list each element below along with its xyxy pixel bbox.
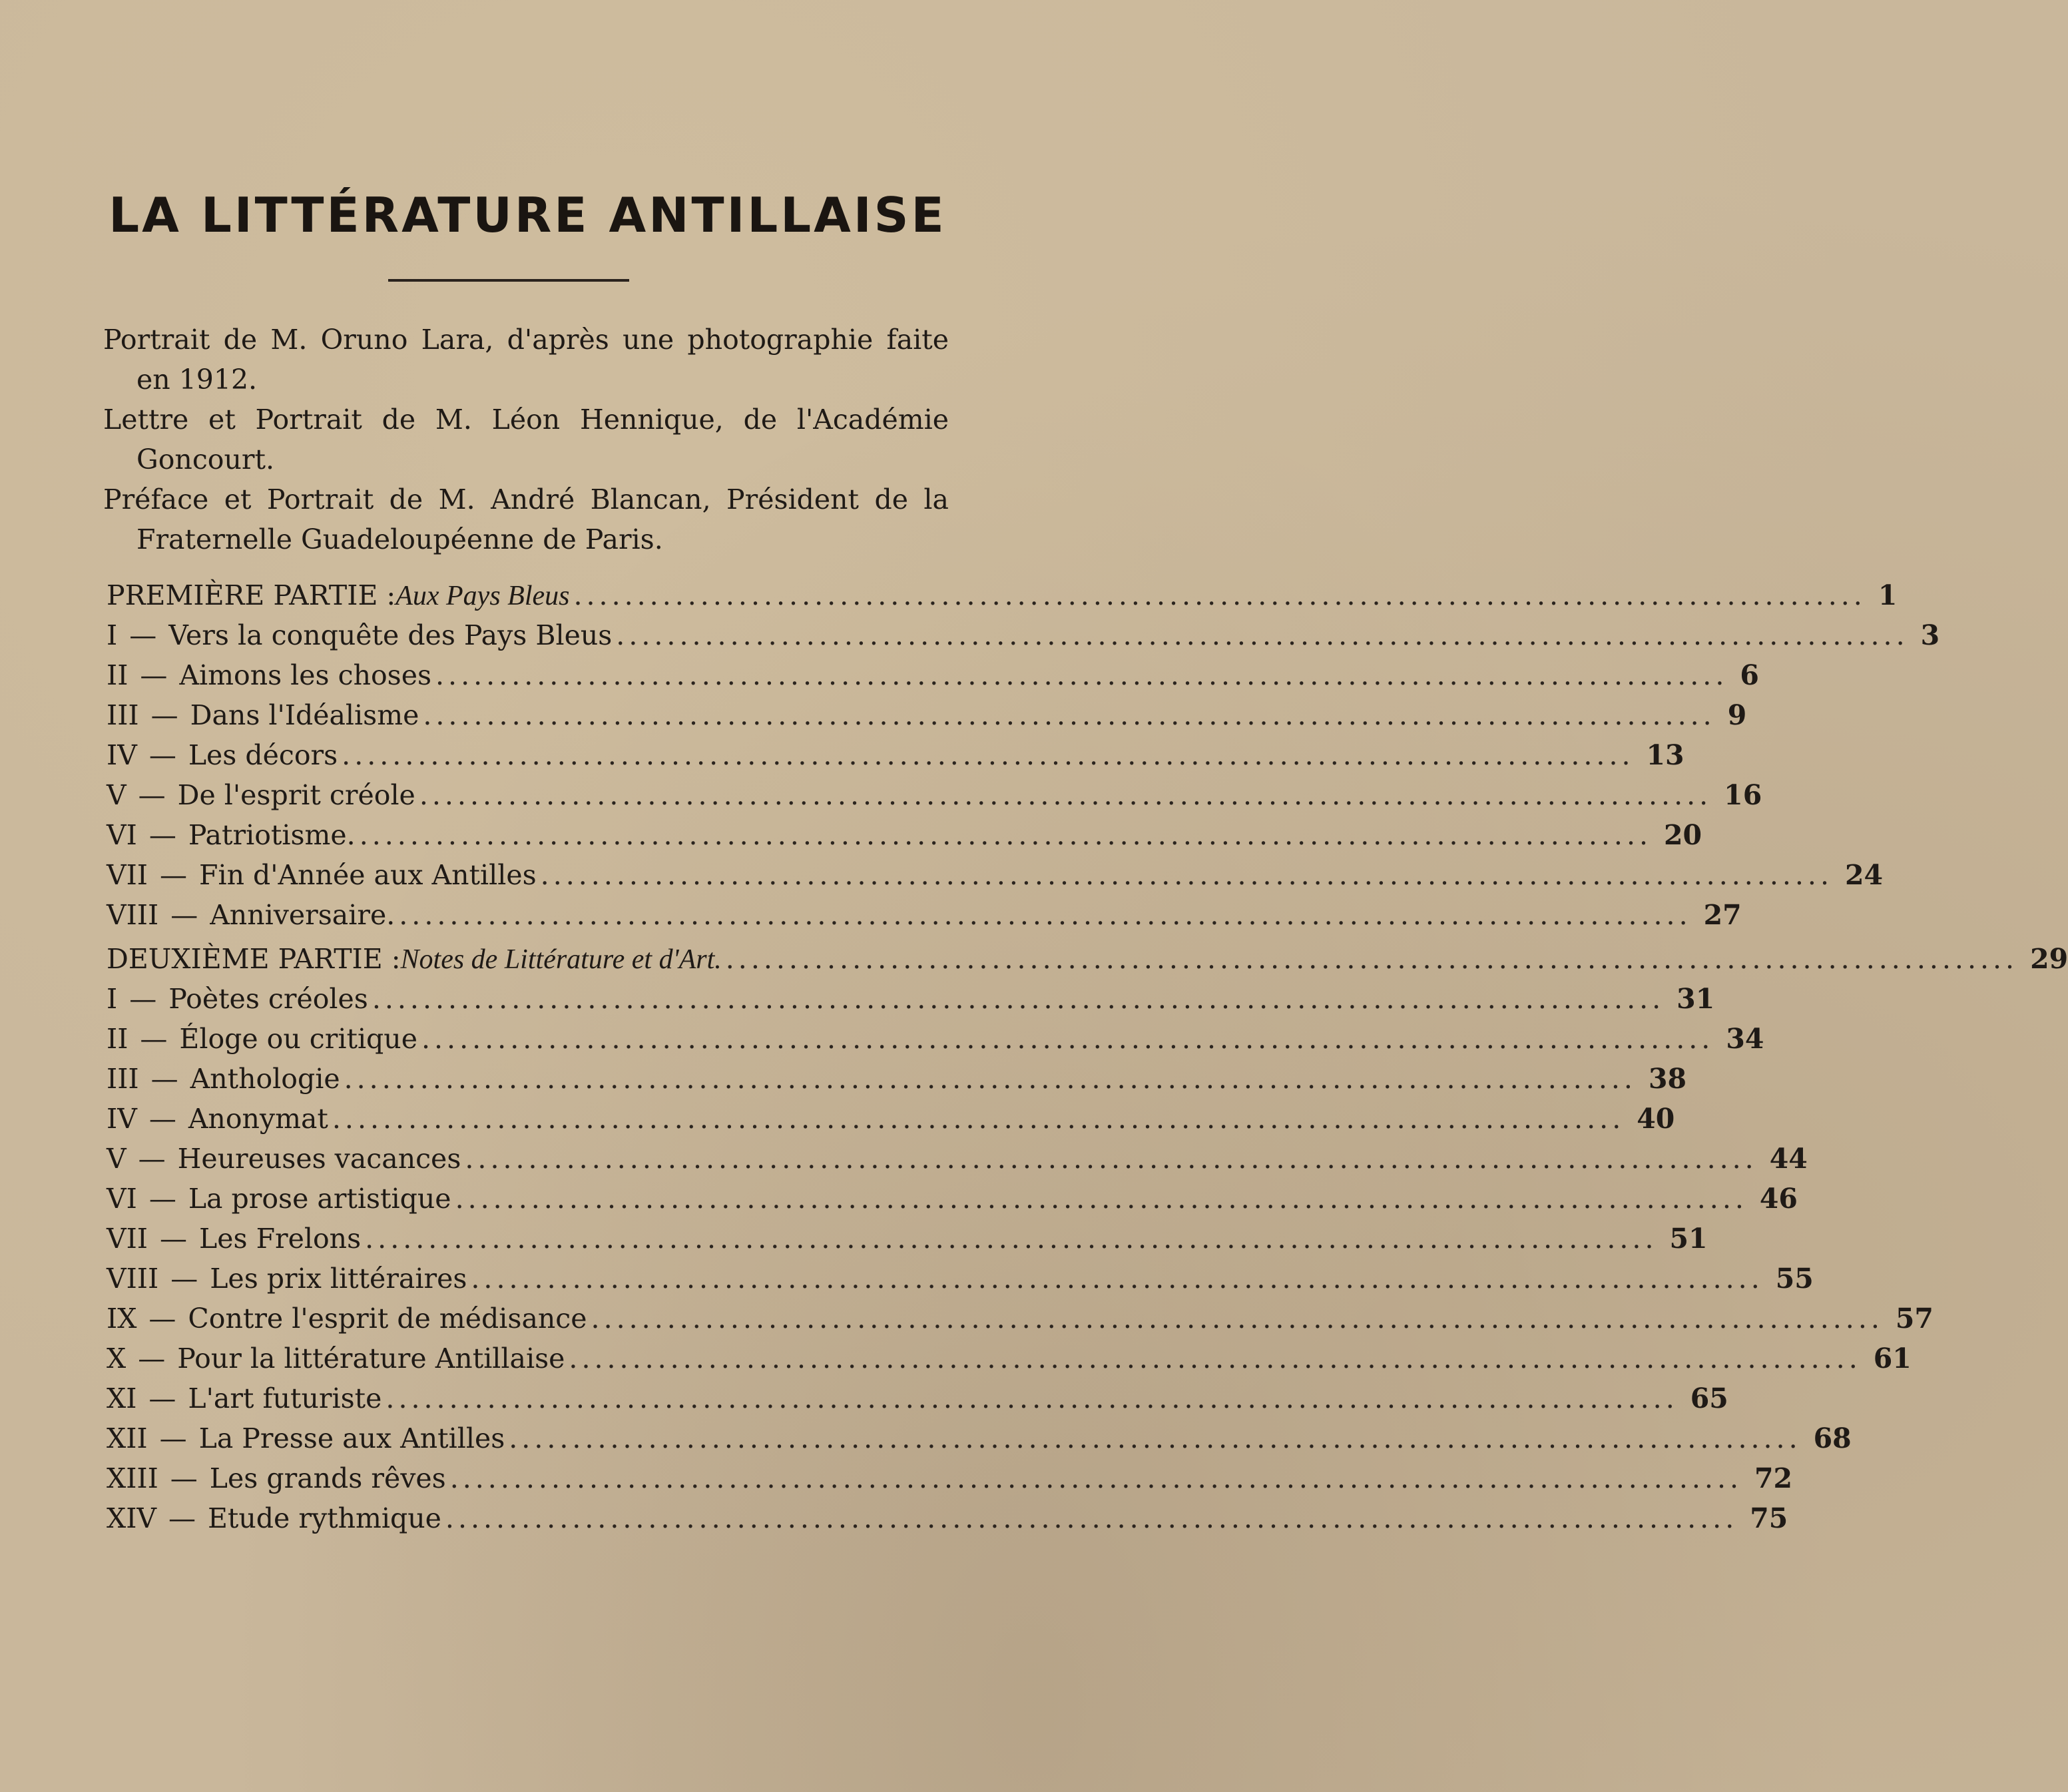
leader-dots: ...................................................................................................... [573, 579, 1866, 611]
page-number: 29 [2030, 943, 2068, 975]
chapter-number: III [107, 1063, 139, 1095]
page-number: 16 [1724, 779, 1762, 811]
chapter-row [107, 735, 1684, 775]
chapter-title: Anthologie [190, 1063, 340, 1095]
chapter-row [107, 1059, 1686, 1099]
chapter-dash: — [138, 1343, 166, 1374]
chapter-row [107, 1339, 1912, 1378]
chapter-dash: — [148, 1382, 176, 1414]
chapter-row [107, 1299, 1934, 1339]
chapter-number: XII [107, 1422, 148, 1454]
chapter-title: Patriotisme. [188, 819, 356, 851]
intro-item-lettre-hennique: Lettre et Portrait de M. Léon Hennique, de l'Académie Goncourt. [103, 404, 949, 475]
chapter-row [107, 1179, 1798, 1219]
chapter-number: VIII [107, 1263, 159, 1295]
part-heading-1 [107, 575, 1898, 615]
chapter-number: I [107, 619, 118, 651]
leader-dots: ...................................................................................................... [344, 1063, 1637, 1095]
chapter-title: La prose artistique [188, 1183, 451, 1215]
chapter-row [107, 1458, 1793, 1498]
chapter-dash: — [138, 1143, 166, 1175]
chapter-row [107, 1099, 1675, 1139]
chapter-row [107, 655, 1759, 695]
page-number: 65 [1690, 1382, 1728, 1414]
chapter-dash: — [170, 1462, 198, 1494]
leader-dots: ...................................................................................................... [591, 1303, 1884, 1335]
part1-chapter-list [107, 615, 1940, 935]
chapter-number: VI [107, 1183, 137, 1215]
page-number: 38 [1648, 1063, 1686, 1095]
chapter-row [107, 979, 1715, 1019]
chapter-dash: — [138, 779, 166, 811]
chapter-dash: — [129, 619, 157, 651]
leader-dots: ...................................................................................................... [465, 1143, 1758, 1175]
chapter-title: Les prix littéraires [210, 1263, 467, 1295]
chapter-title: Aimons les choses [179, 659, 432, 691]
chapter-title: Les décors [188, 739, 338, 771]
page-number: 1 [1878, 579, 1898, 611]
chapter-row [107, 695, 1747, 735]
chapter-dash: — [150, 699, 178, 731]
page-number: 27 [1703, 899, 1742, 931]
chapter-title: Heureuses vacances [177, 1143, 461, 1175]
chapter-title: Les grands rêves [209, 1462, 446, 1494]
chapter-title: Vers la conquête des Pays Bleus [168, 619, 613, 651]
chapter-number: IX [107, 1303, 137, 1335]
page-number: 68 [1813, 1422, 1852, 1454]
page-number: 55 [1775, 1263, 1814, 1295]
intro-block [103, 320, 949, 559]
page-number: 44 [1769, 1143, 1808, 1175]
chapter-dash: — [140, 659, 168, 691]
page-number: 40 [1637, 1103, 1675, 1135]
chapter-title: Pour la littérature Antillaise [177, 1343, 565, 1374]
page-number: 9 [1727, 699, 1747, 731]
chapter-number: VI [107, 819, 137, 851]
chapter-dash: — [129, 983, 157, 1015]
chapter-number: II [107, 1023, 129, 1055]
chapter-number: IV [107, 739, 137, 771]
chapter-title: Anonymat [188, 1103, 328, 1135]
chapter-dash: — [170, 899, 198, 931]
chapter-dash: — [148, 739, 176, 771]
chapter-number: II [107, 659, 129, 691]
leader-dots: ...................................................................................................... [616, 619, 1909, 651]
chapter-row [107, 1498, 1788, 1538]
chapter-row [107, 1139, 1808, 1179]
part-heading-2 [107, 939, 2068, 979]
chapter-number: XI [107, 1382, 137, 1414]
page-number: 13 [1646, 739, 1684, 771]
chapter-number: III [107, 699, 139, 731]
chapter-dash: — [150, 1063, 178, 1095]
chapter-number: V [107, 779, 127, 811]
page-title: LA LITTÉRATURE ANTILLAISE [109, 187, 947, 243]
leader-dots: ...................................................................................................... [423, 699, 1716, 731]
chapter-dash: — [148, 1183, 176, 1215]
chapter-row [107, 895, 1742, 935]
leader-dots: ...................................................................................................... [386, 1382, 1679, 1414]
chapter-number: X [107, 1343, 127, 1374]
chapter-number: XIV [107, 1502, 156, 1534]
chapter-row [107, 615, 1940, 655]
leader-dots: ...................................................................................................... [399, 899, 1692, 931]
chapter-number: IV [107, 1103, 137, 1135]
page-number: 51 [1669, 1223, 1708, 1255]
chapter-dash: — [159, 1422, 187, 1454]
leader-dots: ...................................................................................................... [419, 779, 1712, 811]
page-number: 75 [1750, 1502, 1788, 1534]
page-number: 46 [1759, 1183, 1798, 1215]
chapter-row [107, 1219, 1708, 1259]
page-number: 3 [1920, 619, 1940, 651]
chapter-number: XIII [107, 1462, 158, 1494]
chapter-title: Contre l'esprit de médisance [188, 1303, 587, 1335]
chapter-title: Fin d'Année aux Antilles [199, 859, 537, 891]
page-number: 20 [1664, 819, 1702, 851]
chapter-title: La Presse aux Antilles [198, 1422, 505, 1454]
part-subtitle: Notes de Littérature et d'Art. [400, 944, 722, 975]
leader-dots: ...................................................................................................... [569, 1343, 1862, 1374]
chapter-title: Dans l'Idéalisme [190, 699, 419, 731]
leader-dots: ...................................................................................................... [509, 1422, 1802, 1454]
chapter-row [107, 815, 1702, 855]
leader-dots: ...................................................................................................... [455, 1183, 1748, 1215]
chapter-title: De l'esprit créole [177, 779, 415, 811]
chapter-dash: — [140, 1023, 168, 1055]
chapter-dash: — [160, 1223, 188, 1255]
leader-dots: ...................................................................................................... [435, 659, 1728, 691]
page-number: 57 [1895, 1303, 1934, 1335]
page-number: 24 [1845, 859, 1884, 891]
part-subtitle: Aux Pays Bleus [395, 581, 570, 611]
page-number: 34 [1726, 1023, 1764, 1055]
leader-dots: ...................................................................................................... [359, 819, 1653, 851]
chapter-number: V [107, 1143, 127, 1175]
leader-dots: ...................................................................................................... [342, 739, 1635, 771]
part2-chapter-list [107, 979, 1934, 1538]
chapter-dash: — [168, 1502, 196, 1534]
chapter-title: Anniversaire. [210, 899, 395, 931]
chapter-row [107, 1019, 1764, 1059]
page-number: 72 [1754, 1462, 1793, 1494]
chapter-row [107, 855, 1884, 895]
leader-dots: ...................................................................................................... [421, 1023, 1714, 1055]
chapter-title: Les Frelons [199, 1223, 362, 1255]
chapter-title: Éloge ou critique [179, 1023, 417, 1055]
chapter-row [107, 775, 1762, 815]
chapter-title: L'art futuriste [188, 1382, 382, 1414]
chapter-dash: — [170, 1263, 198, 1295]
page-number: 31 [1677, 983, 1715, 1015]
page-number: 6 [1740, 659, 1759, 691]
chapter-title: Poètes créoles [168, 983, 368, 1015]
intro-item-preface-blancan: Préface et Portrait de M. André Blancan, Président de la Fraternelle Guadeloupéenne de Paris. [103, 483, 949, 555]
part-label: DEUXIÈME PARTIE : [107, 943, 401, 975]
chapter-title: Etude rythmique [208, 1502, 441, 1534]
page-number: 61 [1873, 1343, 1912, 1374]
chapter-row [107, 1259, 1814, 1299]
leader-dots: ...................................................................................................... [365, 1223, 1658, 1255]
leader-dots: ...................................................................................................... [332, 1103, 1625, 1135]
chapter-number: VII [107, 859, 148, 891]
title-rule [388, 279, 629, 282]
chapter-number: VIII [107, 899, 159, 931]
leader-dots: ...................................................................................................... [725, 943, 2019, 975]
leader-dots: ...................................................................................................... [471, 1263, 1764, 1295]
chapter-number: I [107, 983, 118, 1015]
leader-dots: ...................................................................................................... [540, 859, 1833, 891]
chapter-dash: — [148, 1303, 176, 1335]
leader-dots: ...................................................................................................... [449, 1462, 1743, 1494]
chapter-number: VII [107, 1223, 148, 1255]
chapter-row [107, 1378, 1728, 1418]
table-of-contents [107, 571, 2068, 1538]
intro-item-portrait-lara: Portrait de M. Oruno Lara, d'après une photographie faite en 1912. [103, 324, 949, 396]
chapter-dash: — [148, 819, 176, 851]
chapter-dash: — [160, 859, 188, 891]
leader-dots: ...................................................................................................... [445, 1502, 1738, 1534]
chapter-dash: — [148, 1103, 176, 1135]
part-label: PREMIÈRE PARTIE : [107, 579, 396, 611]
leader-dots: ...................................................................................................... [372, 983, 1665, 1015]
chapter-row [107, 1418, 1852, 1458]
